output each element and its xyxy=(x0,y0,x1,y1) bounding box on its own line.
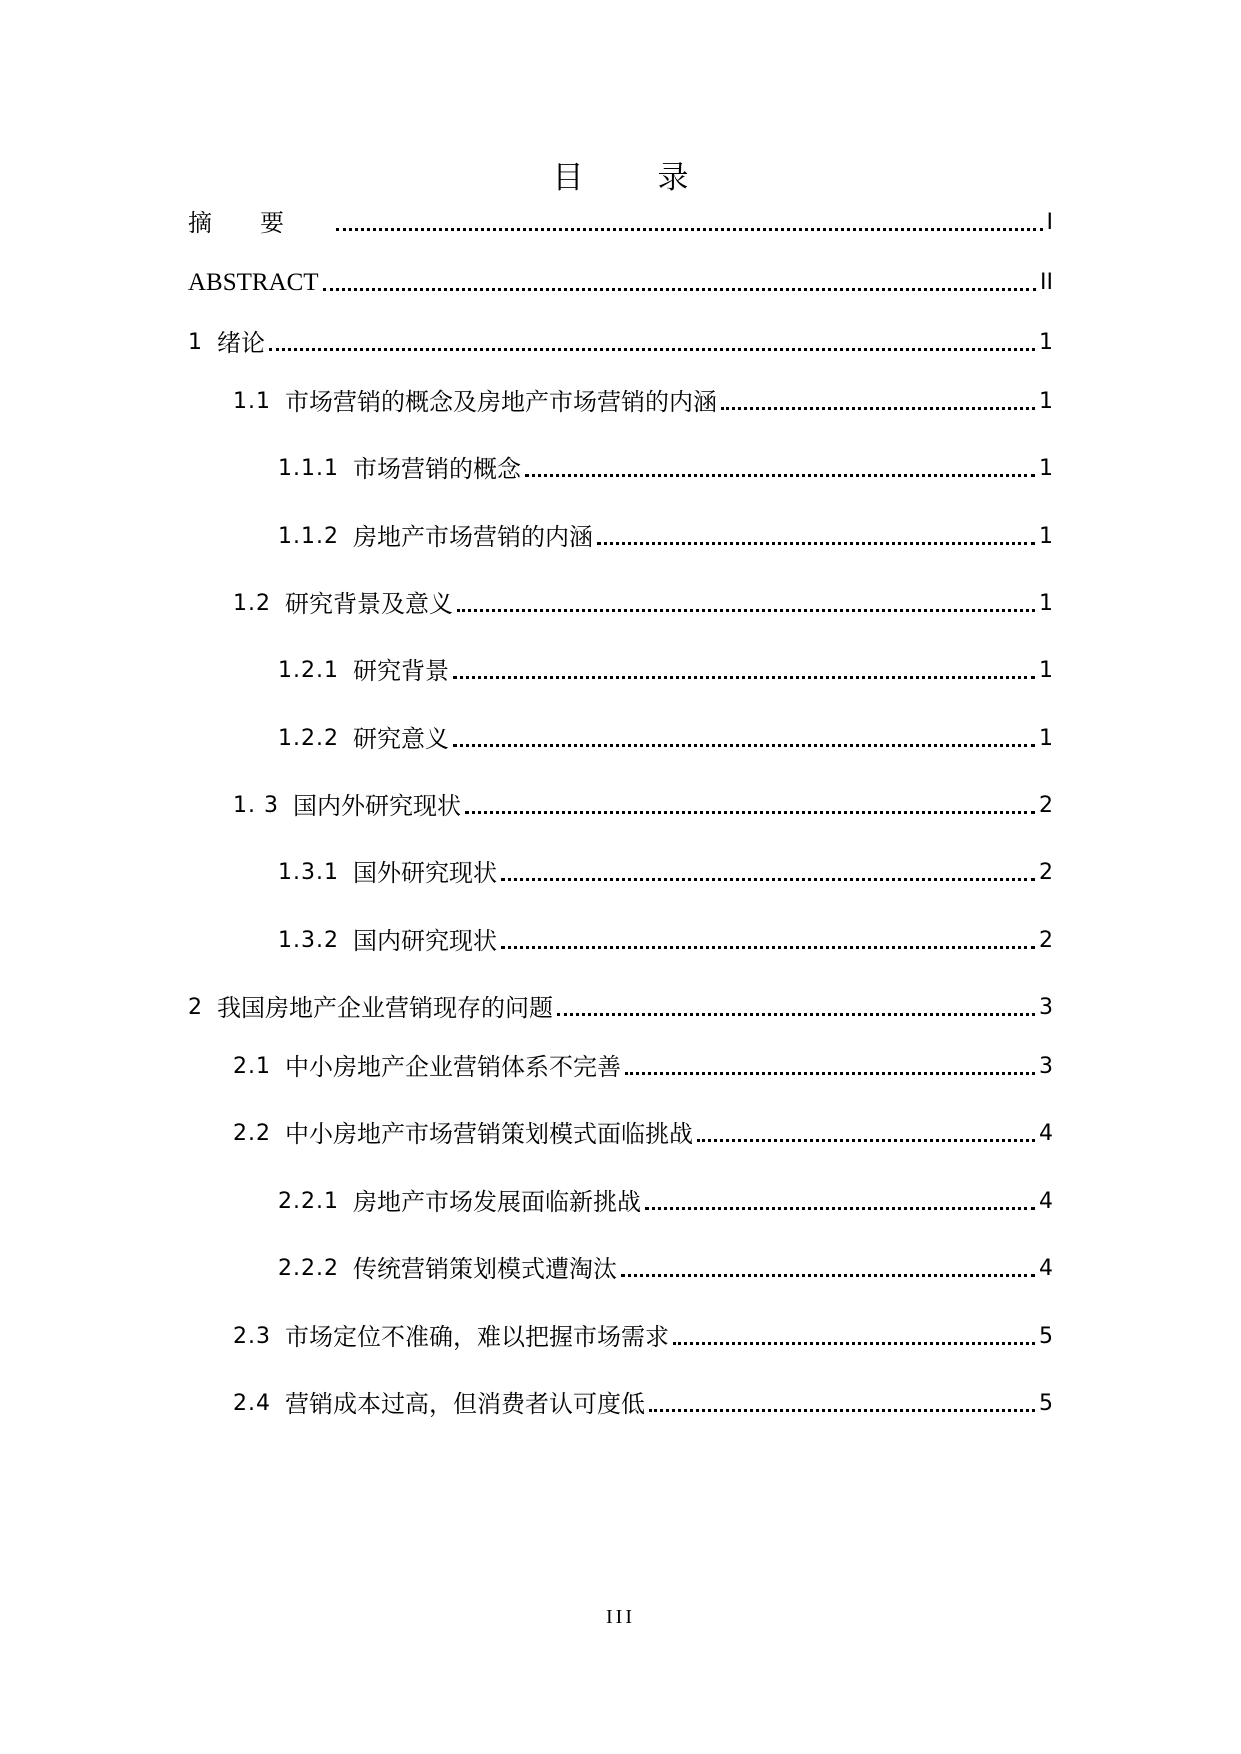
toc-entry-section-1-1-1[interactable] xyxy=(278,444,1053,484)
toc-page-number: 1 xyxy=(1039,456,1053,481)
toc-entry-number: 1.1 xyxy=(233,389,271,414)
toc-dot-leader xyxy=(525,474,1035,477)
toc-entry-section-2-1[interactable] xyxy=(233,1042,1053,1082)
page-footer-number: III xyxy=(606,1606,635,1628)
toc-page-number: 2 xyxy=(1039,860,1053,885)
toc-entry-text: 中小房地产市场营销策划模式面临挑战 xyxy=(285,1120,693,1148)
toc-entry-text: 研究背景及意义 xyxy=(285,590,453,618)
toc-page-number: 5 xyxy=(1039,1324,1053,1349)
toc-entry-number: 1. 3 xyxy=(233,793,279,818)
toc-dot-leader xyxy=(721,407,1035,410)
toc-entry-text: 国外研究现状 xyxy=(352,859,497,887)
toc-entry-number: 2 xyxy=(188,995,203,1020)
toc-entry-number: 1.2.2 xyxy=(278,726,339,751)
toc-entry-text: 研究意义 xyxy=(352,725,449,753)
toc-entry-section-1-3-2[interactable] xyxy=(278,916,1053,956)
toc-entry-number: 2.2.1 xyxy=(278,1189,339,1214)
toc-entry-abstract-cn[interactable] xyxy=(188,198,1053,238)
toc-entry-section-2-3[interactable] xyxy=(233,1312,1053,1352)
toc-entry-text: 摘要 xyxy=(188,209,332,237)
toc-entry-section-2-2[interactable] xyxy=(233,1109,1053,1149)
toc-dot-leader xyxy=(625,1072,1035,1075)
toc-dot-leader xyxy=(501,878,1035,881)
toc-dot-leader xyxy=(465,811,1035,814)
toc-entry-section-1-3[interactable] xyxy=(233,781,1053,821)
toc-page-number: 1 xyxy=(1039,330,1053,355)
toc-entry-text: 房地产市场营销的内涵 xyxy=(352,523,593,551)
toc-page-number: 1 xyxy=(1039,591,1053,616)
toc-entry-number: 2.2 xyxy=(233,1121,271,1146)
toc-dot-leader xyxy=(697,1139,1035,1142)
toc-entry-number: 1.1.1 xyxy=(278,456,339,481)
toc-entry-abstract-en[interactable] xyxy=(188,258,1053,298)
toc-entry-section-2-2-1[interactable] xyxy=(278,1177,1053,1217)
toc-dot-leader xyxy=(557,1013,1035,1016)
toc-page-number: I xyxy=(1046,210,1053,235)
toc-page-number: 3 xyxy=(1039,995,1053,1020)
toc-page-number: 5 xyxy=(1039,1391,1053,1416)
toc-entry-text: 房地产市场发展面临新挑战 xyxy=(352,1188,641,1216)
toc-title-part2: 录 xyxy=(657,160,689,196)
toc-page-number: 4 xyxy=(1039,1256,1053,1281)
toc-entry-text: 营销成本过高，但消费者认可度低 xyxy=(285,1390,645,1418)
toc-entry-text: 研究背景 xyxy=(352,657,449,685)
toc-entry-section-1-2[interactable] xyxy=(233,579,1053,619)
toc-entry-number: 1 xyxy=(188,330,203,355)
toc-entry-text: 市场营销的概念 xyxy=(352,455,521,483)
toc-page-number: 3 xyxy=(1039,1054,1053,1079)
toc-entry-section-1-2-1[interactable] xyxy=(278,646,1053,686)
toc-entry-number: 1.1.2 xyxy=(278,524,339,549)
toc-dot-leader xyxy=(645,1207,1035,1210)
toc-entry-text: 中小房地产企业营销体系不完善 xyxy=(285,1053,621,1081)
toc-entry-section-1-1[interactable] xyxy=(233,377,1053,417)
toc-page-number: 2 xyxy=(1039,928,1053,953)
toc-entry-text: 国内外研究现状 xyxy=(292,792,461,820)
toc-entry-text: 市场营销的概念及房地产市场营销的内涵 xyxy=(285,388,717,416)
toc-dot-leader xyxy=(673,1342,1035,1345)
toc-entry-section-1-3-1[interactable] xyxy=(278,848,1053,888)
toc-entry-text: 国内研究现状 xyxy=(352,927,497,955)
toc-entry-number: 2.3 xyxy=(233,1324,271,1349)
toc-entry-number: 2.4 xyxy=(233,1391,271,1416)
toc-entry-number: 1.2.1 xyxy=(278,658,339,683)
toc-page-number: 1 xyxy=(1039,524,1053,549)
toc-entry-text: 传统营销策划模式遭淘汰 xyxy=(352,1255,617,1283)
toc-entry-text: 绪论 xyxy=(217,329,265,357)
toc-dot-leader xyxy=(501,946,1035,949)
toc-entry-chapter-2[interactable] xyxy=(188,983,1053,1023)
toc-entry-section-2-4[interactable] xyxy=(233,1379,1053,1419)
toc-dot-leader xyxy=(621,1274,1035,1277)
toc-page-number: 1 xyxy=(1039,726,1053,751)
toc-entry-number: 1.3.1 xyxy=(278,860,339,885)
toc-dot-leader xyxy=(323,288,1036,291)
toc-entry-section-1-1-2[interactable] xyxy=(278,512,1053,552)
toc-page-number: 1 xyxy=(1039,389,1053,414)
toc-page-number: 1 xyxy=(1039,658,1053,683)
toc-entry-section-2-2-2[interactable] xyxy=(278,1244,1053,1284)
toc-page-number: 2 xyxy=(1039,793,1053,818)
toc-dot-leader xyxy=(453,744,1035,747)
toc-page-number: 4 xyxy=(1039,1189,1053,1214)
toc-dot-leader xyxy=(269,348,1035,351)
toc-dot-leader xyxy=(453,676,1035,679)
toc-entry-number: 2.2.2 xyxy=(278,1256,339,1281)
toc-dot-leader xyxy=(336,228,1043,231)
toc-title-part1: 目 xyxy=(552,160,584,196)
toc-entry-number: 2.1 xyxy=(233,1054,271,1079)
toc-entry-text: ABSTRACT xyxy=(188,269,319,296)
toc-dot-leader xyxy=(457,609,1035,612)
toc-page-number: 4 xyxy=(1039,1121,1053,1146)
toc-entry-number: 1.3.2 xyxy=(278,928,339,953)
toc-dot-leader xyxy=(597,542,1035,545)
toc-entry-text: 我国房地产企业营销现存的问题 xyxy=(217,994,553,1022)
toc-entry-section-1-2-2[interactable] xyxy=(278,714,1053,754)
toc-dot-leader xyxy=(649,1409,1035,1412)
toc-entry-chapter-1[interactable] xyxy=(188,318,1053,358)
toc-entry-number: 1.2 xyxy=(233,591,271,616)
toc-page-number: II xyxy=(1040,270,1053,295)
toc-entry-text: 市场定位不准确，难以把握市场需求 xyxy=(285,1323,669,1351)
